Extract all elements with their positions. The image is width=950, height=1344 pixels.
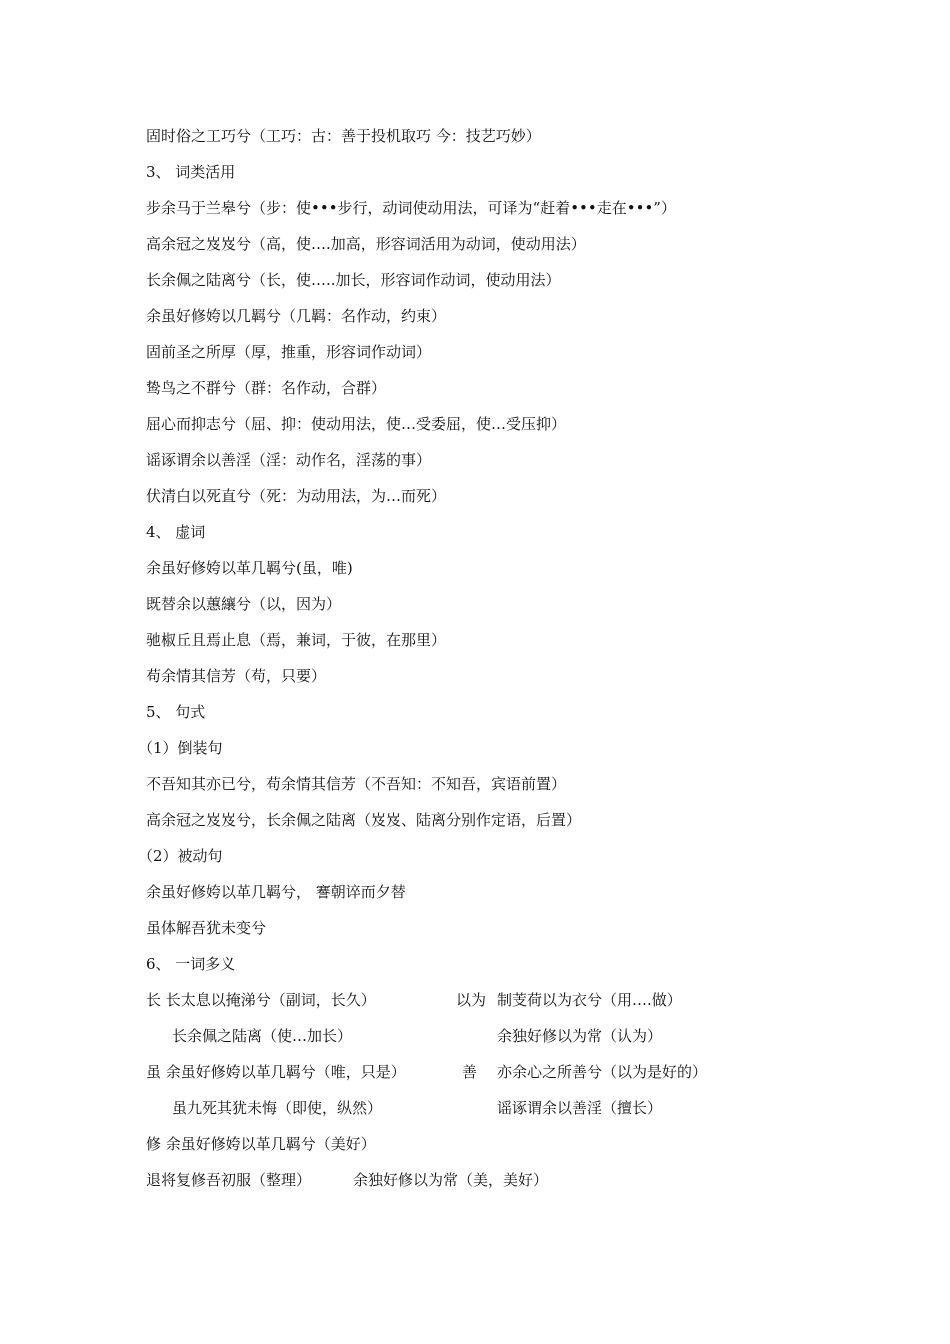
polysemy-entry: 制芰荷以为衣兮（用….做） [497, 991, 682, 1009]
subsection-heading: （1）倒装句 [138, 739, 223, 757]
section-heading: 6、 一词多义 [146, 955, 236, 973]
text-line: 虽体解吾犹未变兮 [146, 919, 267, 937]
polysemy-entry: 谣诼谓余以善淫（擅长） [497, 1099, 663, 1117]
polysemy-entry: 虽 余虽好修姱以革几羁兮（唯，只是） [146, 1063, 406, 1081]
text-line: 余虽好修姱以革几羁兮， 謇朝谇而夕替 [146, 883, 406, 901]
section-heading: 5、 句式 [146, 703, 206, 721]
text-line: 谣诼谓余以善淫（淫：动作名，淫荡的事） [146, 451, 432, 469]
polysemy-entry: 虽九死其犹未悔（即使，纵然） [172, 1099, 383, 1117]
text-line: 苟余情其信芳（苟，只要） [146, 667, 327, 685]
section-heading: 3、 词类活用 [146, 163, 236, 181]
text-line: 高余冠之岌岌兮，长余佩之陆离（岌岌、陆离分别作定语，后置） [146, 811, 582, 829]
polysemy-entry: 亦余心之所善兮（以为是好的） [497, 1063, 708, 1081]
polysemy-entry: 余独好修以为常（美，美好） [353, 1171, 549, 1189]
text-line: 驰椒丘且焉止息（焉，兼词，于彼，在那里） [146, 631, 447, 649]
text-line: 固前圣之所厚（厚，推重，形容词作动词） [146, 343, 432, 361]
text-line: 步余马于兰皋兮（步：使•••步行，动词使动用法，可译为“赶着•••走在•••”） [146, 199, 676, 217]
text-line: 鸷鸟之不群兮（群：名作动，合群） [146, 379, 387, 397]
polysemy-entry: 长 长太息以掩涕兮（副词，长久） [146, 991, 376, 1009]
polysemy-entry: 退将复修吾初服（整理） [146, 1171, 312, 1189]
polysemy-entry: 长余佩之陆离（使…加长） [172, 1027, 353, 1045]
polysemy-entry: 余独好修以为常（认为） [497, 1027, 663, 1045]
text-line: 不吾知其亦已兮，苟余情其信芳（不吾知：不知吾，宾语前置） [146, 775, 567, 793]
text-line: 固时俗之工巧兮（工巧：古：善于投机取巧 今：技艺巧妙） [146, 127, 541, 145]
polysemy-entry: 修 余虽好修姱以革几羁兮（美好） [146, 1135, 376, 1153]
text-line: 余虽好修姱以革几羁兮(虽，唯) [146, 559, 353, 577]
polysemy-word: 以为 [456, 991, 487, 1009]
subsection-heading: （2）被动句 [138, 847, 223, 865]
text-line: 既替余以蕙纕兮（以，因为） [146, 595, 342, 613]
text-line: 屈心而抑志兮（屈、抑：使动用法，使…受委屈，使…受压抑） [146, 415, 567, 433]
text-line: 长余佩之陆离兮（长，使…..加长，形容词作动词，使动用法） [146, 271, 561, 289]
text-line: 伏清白以死直兮（死：为动用法，为…而死） [146, 487, 447, 505]
text-line: 高余冠之岌岌兮（高，使….加高，形容词活用为动词，使动用法） [146, 235, 586, 253]
text-line: 余虽好修姱以几羁兮（几羁：名作动，约束） [146, 307, 447, 325]
section-heading: 4、 虚词 [146, 523, 206, 541]
polysemy-word: 善 [462, 1063, 478, 1081]
